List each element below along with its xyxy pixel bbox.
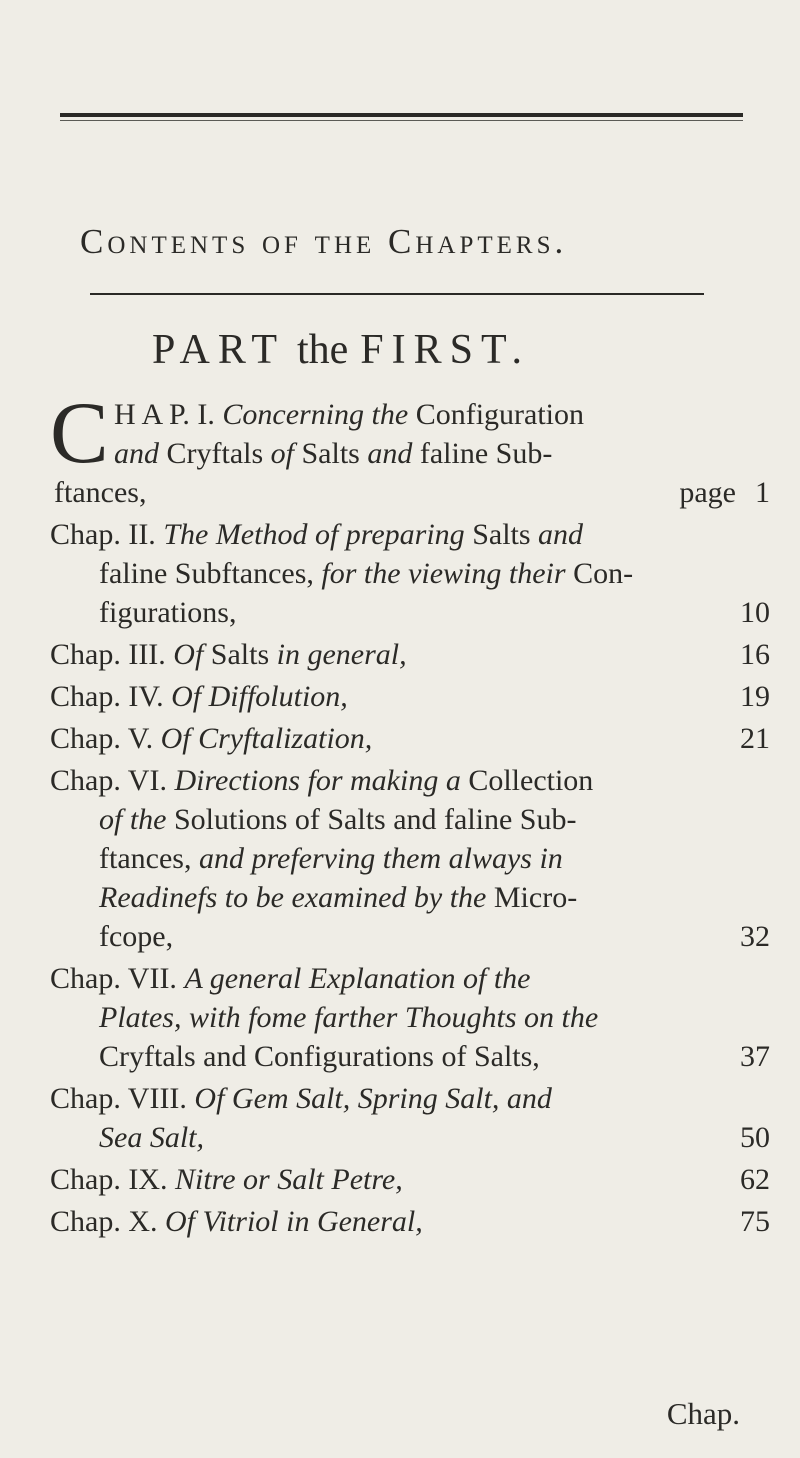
text: Chap. II. [50,518,164,551]
page-number: 32 [740,920,770,953]
part-the: the [296,327,349,373]
italic-text: Of [173,638,204,671]
text: H A P. I. [114,398,223,431]
chapter-line [50,1037,770,1076]
chapter-entry [50,719,770,758]
text: figurations, [99,596,237,629]
top-rule-thin [60,120,743,121]
text: Configuration [408,398,584,431]
italic-text: Sea Salt, [99,1121,204,1154]
chapter-line [50,1079,770,1118]
page-number: 37 [740,1040,770,1073]
page-label: page [679,476,736,509]
chapter-entry [50,1079,770,1157]
text: Cryftals [159,437,271,470]
italic-text: and preferving them always in [198,842,563,875]
italic-text: Plates, with fome farther Thoughts on the [99,1001,599,1034]
part-word: PART [152,327,285,373]
chapter-entry [50,761,770,956]
chapter-line [50,878,770,917]
text: Collection [460,764,594,797]
page-number: 75 [740,1205,770,1238]
chapter-line [50,1118,770,1157]
section-rule [90,293,704,295]
chapter-entry [50,1202,770,1241]
italic-text: of the [99,803,167,836]
chapter-line [50,473,770,512]
text: fcope, [99,920,174,953]
italic-text: for the viewing their [321,557,566,590]
chapter-line [50,593,770,632]
text: Chap. IX. [50,1163,175,1196]
chapter-entry [50,677,770,716]
italic-text: A general Explanation of the [184,962,531,995]
catchword: Chap. [666,1396,740,1431]
italic-text: Nitre or Salt Petre, [174,1163,403,1196]
page-number: 10 [740,596,770,629]
text: Chap. III. [50,638,174,671]
part-first: FIRST. [360,327,531,373]
text: faline Sub- [412,437,553,470]
text: Micro- [486,881,578,914]
chapter-entry [50,515,770,632]
text: Chap. VII. [50,962,185,995]
chapter-line [50,761,770,800]
text: Chap. IV. [50,680,172,713]
chapter-line [50,554,770,593]
chapter-line [50,719,770,758]
text: Con- [565,557,634,590]
chapter-entry [50,1160,770,1199]
italic-text: and [367,437,413,470]
chapter-line [50,395,770,434]
italic-text: in general, [276,638,407,671]
chapter-line [50,635,770,674]
chapter-list [50,385,770,1244]
italic-text: of [270,437,294,470]
italic-text: Readinefs to be examined by the [99,881,487,914]
page-number: 21 [740,722,770,755]
page-number: 50 [740,1121,770,1154]
italic-text: Of Gem Salt, Spring Salt, and [194,1082,552,1115]
chapter-line [50,515,770,554]
text: ftances, [99,842,199,875]
text: Salts [203,638,277,671]
page-number: 19 [740,680,770,713]
chapter-line [50,959,770,998]
page-number: 62 [740,1163,770,1196]
italic-text: and [538,518,584,551]
text: Chap. VIII. [50,1082,195,1115]
italic-text: Directions for making a [174,764,461,797]
page-number: 1 [755,476,770,509]
chapter-entry [50,635,770,674]
chapter-entry [50,385,770,512]
chapter-line [50,677,770,716]
chapter-line [50,998,770,1037]
top-rule [60,113,743,117]
italic-text: Of Diffolution, [171,680,348,713]
chapter-line [50,434,770,473]
text: ftances, [54,476,147,509]
page-number: 16 [740,638,770,671]
drop-cap: C [50,385,109,482]
text: Chap. V. [50,722,161,755]
italic-text: Concerning the [222,398,409,431]
chapter-line [50,1160,770,1199]
text: faline Subftances, [99,557,322,590]
italic-text: and [114,437,159,470]
text: Chap. VI. [50,764,175,797]
text: Chap. X. [50,1205,165,1238]
text: Solutions of Salts and faline Sub- [166,803,577,836]
contents-title: Contents of the Chapters. [80,222,568,261]
text: Cryftals and Configurations of Salts, [99,1040,540,1073]
italic-text: The Method of preparing [163,518,465,551]
chapter-line [50,839,770,878]
italic-text: Of Vitriol in General, [165,1205,423,1238]
text: Salts [464,518,539,551]
part-title [152,326,672,374]
chapter-line [50,800,770,839]
chapter-entry [50,959,770,1076]
text: Salts [294,437,368,470]
italic-text: Of Cryftalization, [160,722,373,755]
chapter-line [50,1202,770,1241]
chapter-line [50,917,770,956]
